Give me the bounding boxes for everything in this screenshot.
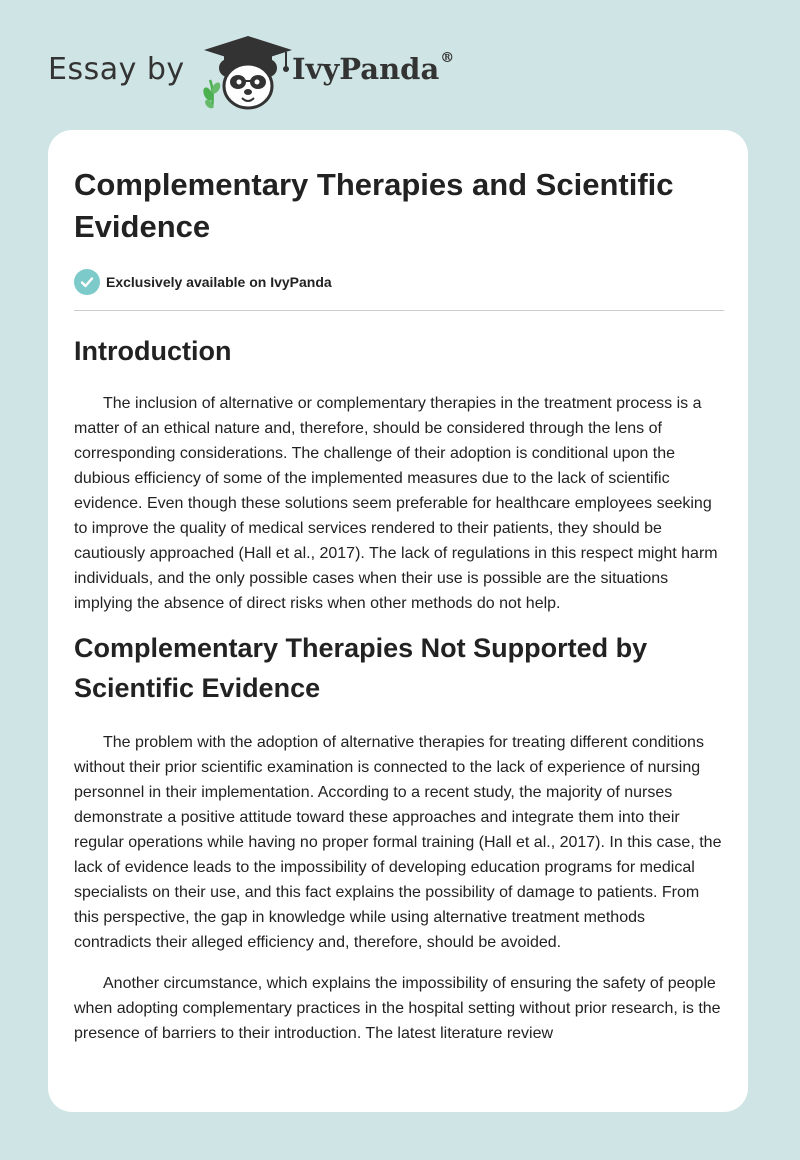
exclusive-badge: [74, 268, 724, 296]
essay-title: Complementary Therapies and Scientific Evidence: [74, 167, 674, 244]
panda-graduation-cap-icon[interactable]: [200, 34, 296, 112]
essay-content: [74, 164, 724, 1046]
brand-name[interactable]: [292, 52, 454, 86]
paragraph: The inclusion of alternative or complementary therapies in the treatment process is a matter of an ethical nature and, therefore, should be considered through the lens of corresponding considerations. The challenge of their adoption is conditional upon the dubious efficiency of some of the implemented measures due to the lack of scientific evidence. Even though these solutions seem preferable for healthcare employees seeking to improve the quality of medical services rendered to their patients, they should be cautiously approached (Hall et al., 2017). The lack of regulations in this respect might harm individuals, and the only possible cases when their use is possible are the situations implying the absence of direct risks when other methods do not help.: [74, 395, 718, 612]
registered-mark: ®: [440, 50, 455, 67]
essay-by-label: Essay by: [48, 52, 185, 87]
paragraph: Another circumstance, which explains the impossibility of ensuring the safety of people when adopting complementary practices in the hospital setting without prior research, is the presence of barriers to their introduction. The latest literature review: [74, 975, 721, 1042]
section-heading-not-supported: Complementary Therapies Not Supported by Scientific Evidence: [74, 633, 648, 703]
site-header: [48, 30, 752, 110]
exclusive-badge-text: Exclusively available on IvyPanda: [106, 274, 332, 290]
section-heading-introduction: Introduction: [74, 336, 232, 366]
brand-name-text: IvyPanda: [292, 52, 440, 86]
check-icon: [74, 269, 100, 295]
divider: [74, 310, 724, 311]
paragraph: The problem with the adoption of alternative therapies for treating different conditions without their prior scientific examination is connected to the lack of experience of nursing personnel in their implementation. According to a recent study, the majority of nurses demonstrate a positive attitude toward these approaches and integrate them into their regular operations while having no proper formal training (Hall et al., 2017). In this case, the lack of evidence leads to the impossibility of developing education programs for medical specialists on their use, and this fact explains the possibility of damage to patients. From this perspective, the gap in knowledge while using alternative treatment methods contradicts their alleged efficiency and, therefore, should be avoided.: [74, 734, 722, 951]
essay-card: [48, 130, 748, 1112]
